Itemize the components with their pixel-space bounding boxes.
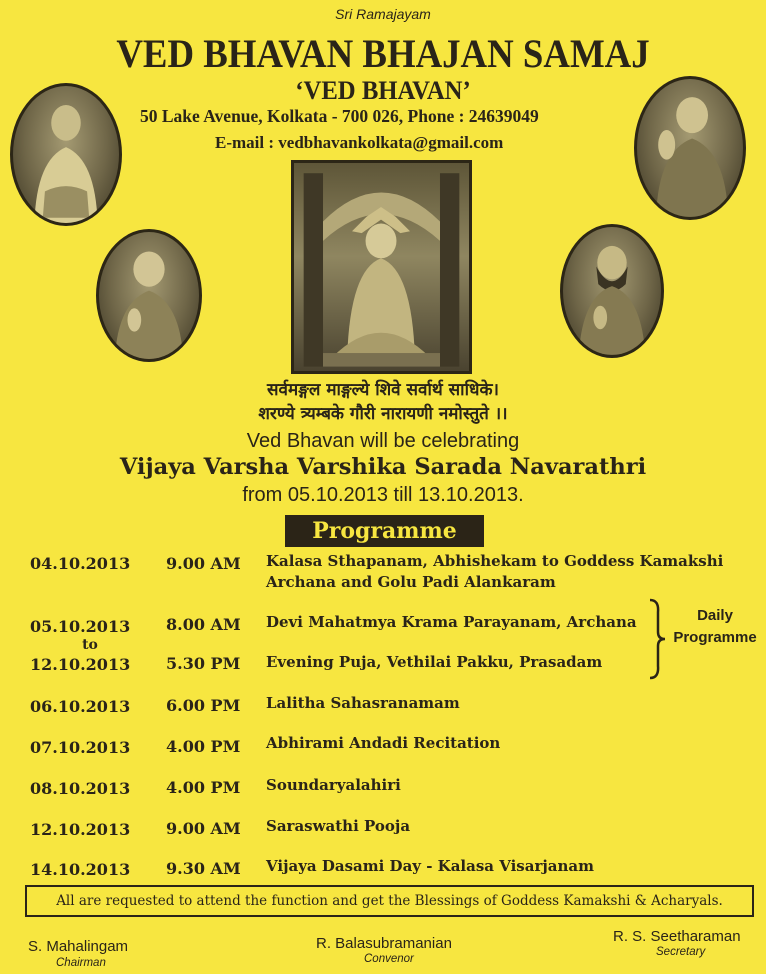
row-date: 05.10.2013 <box>30 617 131 636</box>
announcement-line: Ved Bhavan will be celebrating <box>246 430 520 452</box>
blessings-notice: All are requested to attend the function and get the Blessings of Goddess Kamakshi & Acharyals. <box>25 885 754 917</box>
row-time: 4.00 PM <box>166 778 241 797</box>
goddess-figure-icon <box>294 163 469 371</box>
daily-label-line-2: Programme <box>673 629 757 646</box>
date-range-to: to <box>82 637 98 653</box>
row-date: 04.10.2013 <box>30 554 131 573</box>
row-event: Evening Puja, Vethilai Pakku, Prasadam <box>266 653 603 671</box>
daily-programme-label <box>664 605 766 649</box>
row-date: 14.10.2013 <box>30 860 131 879</box>
acharya-portrait-mid-left <box>96 229 202 362</box>
top-blessing-line: Sri Ramajayam <box>335 6 431 22</box>
row-date: 12.10.2013 <box>30 820 131 839</box>
sloka-line-2: शरण्ये त्र्यम्बके गौरी नारायणी नमोस्तुते ।। <box>258 404 508 424</box>
address-line: 50 Lake Avenue, Kolkata - 700 026, Phone : 24639049 <box>140 106 539 126</box>
row-event: Lalitha Sahasranamam <box>266 694 460 712</box>
row-date: 12.10.2013 <box>30 655 131 674</box>
row-time: 9.00 AM <box>166 554 241 573</box>
acharya-portrait-top-right <box>634 76 746 220</box>
row-event: Kalasa Sthapanam, Abhishekam to Goddess Kamakshi <box>266 552 724 570</box>
programme-heading: Programme <box>285 515 484 547</box>
signatory-role: Secretary <box>656 946 706 958</box>
row-time: 8.00 AM <box>166 615 241 634</box>
row-event: Soundaryalahiri <box>266 776 401 794</box>
row-time: 4.00 PM <box>166 737 241 756</box>
acharya-figure-icon <box>637 79 743 217</box>
signatory-name: R. Balasubramanian <box>316 935 452 952</box>
email-line: E-mail : vedbhavankolkata@gmail.com <box>215 133 504 152</box>
row-event: Abhirami Andadi Recitation <box>266 734 501 752</box>
signatory-name: S. Mahalingam <box>28 938 129 955</box>
acharya-figure-icon <box>99 232 199 359</box>
row-date: 08.10.2013 <box>30 779 131 798</box>
row-date: 07.10.2013 <box>30 738 131 757</box>
signatory-role: Chairman <box>56 957 106 969</box>
row-event: Devi Mahatmya Krama Parayanam, Archana <box>266 613 637 631</box>
row-time: 5.30 PM <box>166 654 241 673</box>
acharya-figure-icon <box>563 227 661 355</box>
row-time: 9.00 AM <box>166 819 241 838</box>
row-date: 06.10.2013 <box>30 697 131 716</box>
festival-dates: from 05.10.2013 till 13.10.2013. <box>242 484 524 506</box>
row-time: 6.00 PM <box>166 696 241 715</box>
row-event-continued: Archana and Golu Padi Alankaram <box>266 573 556 591</box>
festival-name: Vijaya Varsha Varshika Sarada Navarathri <box>119 454 647 480</box>
goddess-kamakshi-image <box>291 160 472 374</box>
daily-label-line-1: Daily <box>697 607 733 624</box>
acharya-portrait-top-left <box>10 83 122 226</box>
row-event: Saraswathi Pooja <box>266 817 411 835</box>
acharya-portrait-mid-right <box>560 224 664 358</box>
row-time: 9.30 AM <box>166 859 241 878</box>
signatory-role: Convenor <box>364 953 414 965</box>
signatory-name: R. S. Seetharaman <box>613 928 741 945</box>
organization-subtitle: ‘VED BHAVAN’ <box>295 76 471 105</box>
organization-title: VED BHAVAN BHAJAN SAMAJ <box>116 31 650 76</box>
row-event: Vijaya Dasami Day - Kalasa Visarjanam <box>266 857 595 875</box>
acharya-figure-icon <box>13 86 119 223</box>
sloka-line-1: सर्वमङ्गल माङ्गल्ये शिवे सर्वार्थ साधिके। <box>267 380 499 400</box>
